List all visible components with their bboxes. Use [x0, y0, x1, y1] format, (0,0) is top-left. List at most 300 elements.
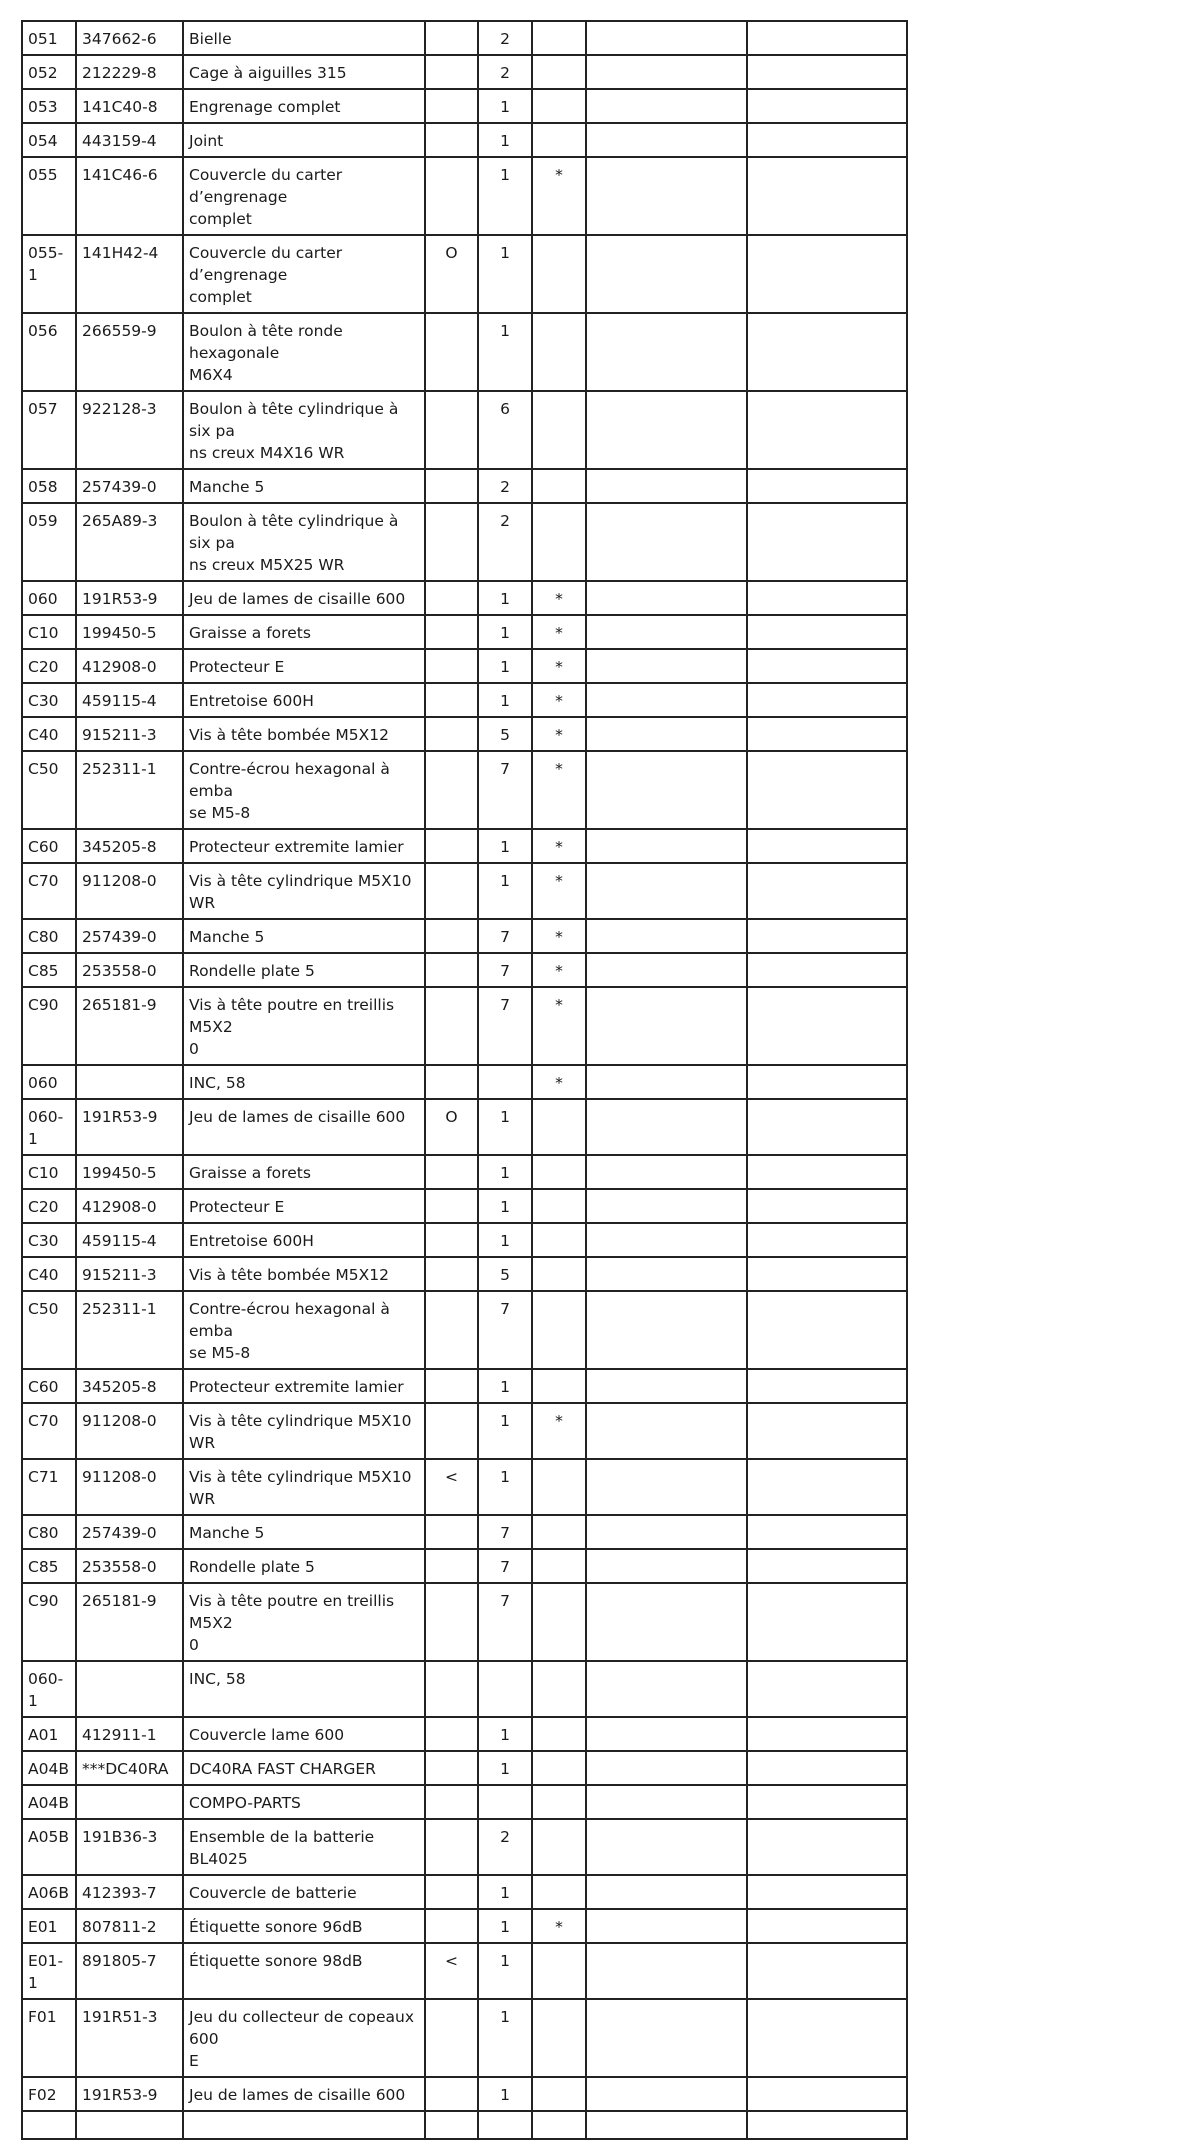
- item-number-cell: C20: [22, 1189, 76, 1223]
- item-number-cell: A05B: [22, 1819, 76, 1875]
- blank-cell: [747, 615, 907, 649]
- quantity-cell: 1: [478, 1909, 532, 1943]
- part-number-cell: 265181-9: [76, 1583, 183, 1661]
- note-cell: *: [532, 953, 586, 987]
- description-cell: Étiquette sonore 96dB: [183, 1909, 425, 1943]
- description-cell: Engrenage complet: [183, 89, 425, 123]
- marker-cell: [425, 1819, 478, 1875]
- marker-cell: [425, 1189, 478, 1223]
- description-cell: INC, 58: [183, 1065, 425, 1099]
- note-cell: *: [532, 829, 586, 863]
- quantity-cell: 7: [478, 1549, 532, 1583]
- table-row: [22, 1819, 907, 1875]
- table-row: [22, 1875, 907, 1909]
- table-row: [22, 1785, 907, 1819]
- quantity-cell: 1: [478, 157, 532, 235]
- description-cell: Manche 5: [183, 469, 425, 503]
- quantity-cell: 1: [478, 1189, 532, 1223]
- table-row: [22, 1583, 907, 1661]
- blank-cell: [586, 1257, 747, 1291]
- blank-cell: [586, 2077, 747, 2111]
- quantity-cell: [478, 1785, 532, 1819]
- quantity-cell: 1: [478, 1223, 532, 1257]
- note-cell: *: [532, 683, 586, 717]
- table-row: [22, 503, 907, 581]
- quantity-cell: 1: [478, 1369, 532, 1403]
- blank-cell: [747, 235, 907, 313]
- note-cell: [532, 235, 586, 313]
- marker-cell: O: [425, 235, 478, 313]
- item-number-cell: C90: [22, 987, 76, 1065]
- table-row: [22, 1223, 907, 1257]
- blank-cell: [747, 987, 907, 1065]
- part-number-cell: 915211-3: [76, 1257, 183, 1291]
- blank-cell: [747, 1189, 907, 1223]
- item-number-cell: 052: [22, 55, 76, 89]
- part-number-cell: 212229-8: [76, 55, 183, 89]
- blank-cell: [586, 1223, 747, 1257]
- blank-cell: [747, 1549, 907, 1583]
- part-number-cell: 199450-5: [76, 615, 183, 649]
- part-number-cell: 257439-0: [76, 1515, 183, 1549]
- item-number-cell: C10: [22, 1155, 76, 1189]
- blank-cell: [586, 89, 747, 123]
- note-cell: [532, 1661, 586, 1717]
- marker-cell: O: [425, 1099, 478, 1155]
- marker-cell: [425, 503, 478, 581]
- blank-cell: [586, 157, 747, 235]
- blank-cell: [586, 469, 747, 503]
- table-row: [22, 649, 907, 683]
- item-number-cell: 060: [22, 1065, 76, 1099]
- description-cell: Couvercle du carter d’engrenage complet: [183, 235, 425, 313]
- table-row: [22, 1257, 907, 1291]
- item-number-cell: C50: [22, 1291, 76, 1369]
- quantity-cell: 1: [478, 1099, 532, 1155]
- marker-cell: [425, 1751, 478, 1785]
- note-cell: [532, 1291, 586, 1369]
- description-cell: Protecteur E: [183, 649, 425, 683]
- quantity-cell: 1: [478, 1459, 532, 1515]
- description-cell: Couvercle lame 600: [183, 1717, 425, 1751]
- table-row: [22, 89, 907, 123]
- item-number-cell: A01: [22, 1717, 76, 1751]
- item-number-cell: C60: [22, 829, 76, 863]
- part-number-cell: 191R53-9: [76, 2077, 183, 2111]
- blank-cell: [586, 1875, 747, 1909]
- blank-cell: [747, 1583, 907, 1661]
- table-row: [22, 1291, 907, 1369]
- description-cell: Couvercle de batterie: [183, 1875, 425, 1909]
- blank-cell: [586, 1999, 747, 2077]
- marker-cell: [425, 1155, 478, 1189]
- quantity-cell: 1: [478, 89, 532, 123]
- blank-cell: [586, 615, 747, 649]
- parts-list-body: [22, 21, 907, 2139]
- marker-cell: [425, 1223, 478, 1257]
- note-cell: [532, 123, 586, 157]
- blank-cell: [747, 1403, 907, 1459]
- marker-cell: [425, 1257, 478, 1291]
- blank-cell: [747, 1909, 907, 1943]
- description-cell: Contre-écrou hexagonal à emba se M5-8: [183, 751, 425, 829]
- marker-cell: [425, 1369, 478, 1403]
- item-number-cell: C30: [22, 1223, 76, 1257]
- marker-cell: [425, 1291, 478, 1369]
- blank-cell: [586, 21, 747, 55]
- blank-cell: [586, 1943, 747, 1999]
- part-number-cell: 459115-4: [76, 683, 183, 717]
- description-cell: Couvercle du carter d’engrenage complet: [183, 157, 425, 235]
- table-row: [22, 1189, 907, 1223]
- description-cell: Vis à tête bombée M5X12: [183, 717, 425, 751]
- marker-cell: [425, 2111, 478, 2139]
- note-cell: [532, 21, 586, 55]
- marker-cell: [425, 391, 478, 469]
- note-cell: *: [532, 987, 586, 1065]
- marker-cell: [425, 1065, 478, 1099]
- item-number-cell: C60: [22, 1369, 76, 1403]
- part-number-cell: 253558-0: [76, 1549, 183, 1583]
- blank-cell: [586, 1291, 747, 1369]
- note-cell: *: [532, 1909, 586, 1943]
- table-row: [22, 469, 907, 503]
- blank-cell: [747, 1369, 907, 1403]
- item-number-cell: 053: [22, 89, 76, 123]
- blank-cell: [747, 919, 907, 953]
- description-cell: [183, 2111, 425, 2139]
- table-row: [22, 581, 907, 615]
- description-cell: Jeu de lames de cisaille 600: [183, 581, 425, 615]
- part-number-cell: [76, 2111, 183, 2139]
- quantity-cell: 2: [478, 55, 532, 89]
- note-cell: [532, 1785, 586, 1819]
- part-number-cell: 345205-8: [76, 829, 183, 863]
- part-number-cell: 911208-0: [76, 1403, 183, 1459]
- item-number-cell: C70: [22, 1403, 76, 1459]
- marker-cell: [425, 55, 478, 89]
- table-row: [22, 919, 907, 953]
- item-number-cell: F01: [22, 1999, 76, 2077]
- table-row: [22, 55, 907, 89]
- quantity-cell: 1: [478, 829, 532, 863]
- marker-cell: [425, 751, 478, 829]
- part-number-cell: 443159-4: [76, 123, 183, 157]
- description-cell: Joint: [183, 123, 425, 157]
- item-number-cell: 051: [22, 21, 76, 55]
- blank-cell: [747, 953, 907, 987]
- blank-cell: [747, 751, 907, 829]
- note-cell: [532, 1999, 586, 2077]
- parts-list-table: [21, 20, 908, 2140]
- note-cell: [532, 391, 586, 469]
- item-number-cell: 055-1: [22, 235, 76, 313]
- blank-cell: [747, 649, 907, 683]
- part-number-cell: 412908-0: [76, 1189, 183, 1223]
- marker-cell: [425, 1785, 478, 1819]
- note-cell: *: [532, 157, 586, 235]
- blank-cell: [586, 1065, 747, 1099]
- note-cell: [532, 469, 586, 503]
- item-number-cell: C40: [22, 717, 76, 751]
- blank-cell: [747, 391, 907, 469]
- note-cell: [532, 1369, 586, 1403]
- blank-cell: [586, 503, 747, 581]
- description-cell: Vis à tête cylindrique M5X10 WR: [183, 1403, 425, 1459]
- part-number-cell: 252311-1: [76, 751, 183, 829]
- blank-cell: [586, 1369, 747, 1403]
- part-number-cell: 199450-5: [76, 1155, 183, 1189]
- part-number-cell: 412393-7: [76, 1875, 183, 1909]
- note-cell: *: [532, 751, 586, 829]
- blank-cell: [586, 123, 747, 157]
- item-number-cell: A06B: [22, 1875, 76, 1909]
- description-cell: Protecteur extremite lamier: [183, 829, 425, 863]
- part-number-cell: 922128-3: [76, 391, 183, 469]
- blank-cell: [747, 157, 907, 235]
- blank-cell: [586, 1459, 747, 1515]
- blank-cell: [747, 1819, 907, 1875]
- item-number-cell: C80: [22, 1515, 76, 1549]
- description-cell: Vis à tête cylindrique M5X10 WR: [183, 863, 425, 919]
- description-cell: Contre-écrou hexagonal à emba se M5-8: [183, 1291, 425, 1369]
- blank-cell: [586, 1155, 747, 1189]
- table-row: [22, 2111, 907, 2139]
- note-cell: [532, 2111, 586, 2139]
- part-number-cell: 345205-8: [76, 1369, 183, 1403]
- quantity-cell: 1: [478, 313, 532, 391]
- blank-cell: [747, 1717, 907, 1751]
- table-row: [22, 1065, 907, 1099]
- item-number-cell: 055: [22, 157, 76, 235]
- note-cell: [532, 55, 586, 89]
- description-cell: Entretoise 600H: [183, 1223, 425, 1257]
- part-number-cell: 253558-0: [76, 953, 183, 987]
- note-cell: [532, 1875, 586, 1909]
- quantity-cell: 1: [478, 1403, 532, 1459]
- description-cell: Jeu de lames de cisaille 600: [183, 2077, 425, 2111]
- table-row: [22, 751, 907, 829]
- blank-cell: [747, 89, 907, 123]
- table-row: [22, 313, 907, 391]
- item-number-cell: C30: [22, 683, 76, 717]
- table-row: [22, 717, 907, 751]
- part-number-cell: [76, 1785, 183, 1819]
- marker-cell: [425, 1661, 478, 1717]
- quantity-cell: 1: [478, 863, 532, 919]
- blank-cell: [747, 2111, 907, 2139]
- marker-cell: [425, 919, 478, 953]
- note-cell: [532, 2077, 586, 2111]
- note-cell: [532, 1583, 586, 1661]
- note-cell: [532, 313, 586, 391]
- note-cell: [532, 1257, 586, 1291]
- quantity-cell: 1: [478, 1875, 532, 1909]
- item-number-cell: 058: [22, 469, 76, 503]
- table-row: [22, 1549, 907, 1583]
- blank-cell: [586, 1099, 747, 1155]
- table-row: [22, 157, 907, 235]
- blank-cell: [586, 829, 747, 863]
- blank-cell: [586, 863, 747, 919]
- marker-cell: [425, 615, 478, 649]
- marker-cell: [425, 469, 478, 503]
- item-number-cell: 060: [22, 581, 76, 615]
- part-number-cell: 911208-0: [76, 1459, 183, 1515]
- note-cell: *: [532, 863, 586, 919]
- table-row: [22, 1943, 907, 1999]
- blank-cell: [747, 1291, 907, 1369]
- quantity-cell: 1: [478, 123, 532, 157]
- blank-cell: [747, 1875, 907, 1909]
- description-cell: Bielle: [183, 21, 425, 55]
- table-row: [22, 863, 907, 919]
- blank-cell: [586, 235, 747, 313]
- item-number-cell: E01: [22, 1909, 76, 1943]
- note-cell: *: [532, 919, 586, 953]
- marker-cell: [425, 157, 478, 235]
- item-number-cell: A04B: [22, 1785, 76, 1819]
- marker-cell: [425, 1403, 478, 1459]
- quantity-cell: 1: [478, 683, 532, 717]
- part-number-cell: 191R53-9: [76, 1099, 183, 1155]
- part-number-cell: 412911-1: [76, 1717, 183, 1751]
- part-number-cell: 265181-9: [76, 987, 183, 1065]
- item-number-cell: 060-1: [22, 1099, 76, 1155]
- quantity-cell: [478, 1661, 532, 1717]
- marker-cell: [425, 1999, 478, 2077]
- note-cell: [532, 1099, 586, 1155]
- quantity-cell: 1: [478, 1999, 532, 2077]
- quantity-cell: [478, 2111, 532, 2139]
- description-cell: Protecteur E: [183, 1189, 425, 1223]
- blank-cell: [586, 683, 747, 717]
- part-number-cell: 915211-3: [76, 717, 183, 751]
- description-cell: Protecteur extremite lamier: [183, 1369, 425, 1403]
- blank-cell: [747, 1661, 907, 1717]
- item-number-cell: E01-1: [22, 1943, 76, 1999]
- table-row: [22, 235, 907, 313]
- description-cell: Graisse a forets: [183, 615, 425, 649]
- quantity-cell: 7: [478, 987, 532, 1065]
- table-row: [22, 1515, 907, 1549]
- item-number-cell: C70: [22, 863, 76, 919]
- description-cell: Jeu de lames de cisaille 600: [183, 1099, 425, 1155]
- blank-cell: [747, 581, 907, 615]
- quantity-cell: 1: [478, 2077, 532, 2111]
- blank-cell: [586, 649, 747, 683]
- item-number-cell: C50: [22, 751, 76, 829]
- blank-cell: [586, 2111, 747, 2139]
- table-row: [22, 1909, 907, 1943]
- quantity-cell: 7: [478, 751, 532, 829]
- note-cell: [532, 1515, 586, 1549]
- blank-cell: [586, 1583, 747, 1661]
- blank-cell: [747, 683, 907, 717]
- part-number-cell: ***DC40RA: [76, 1751, 183, 1785]
- quantity-cell: 7: [478, 1515, 532, 1549]
- description-cell: Manche 5: [183, 1515, 425, 1549]
- table-row: [22, 1459, 907, 1515]
- marker-cell: [425, 863, 478, 919]
- part-number-cell: 191R51-3: [76, 1999, 183, 2077]
- quantity-cell: 1: [478, 615, 532, 649]
- blank-cell: [586, 1661, 747, 1717]
- blank-cell: [747, 469, 907, 503]
- item-number-cell: C71: [22, 1459, 76, 1515]
- table-row: [22, 1661, 907, 1717]
- note-cell: [532, 89, 586, 123]
- blank-cell: [586, 1189, 747, 1223]
- quantity-cell: [478, 1065, 532, 1099]
- marker-cell: [425, 1583, 478, 1661]
- marker-cell: [425, 1515, 478, 1549]
- quantity-cell: 2: [478, 469, 532, 503]
- marker-cell: [425, 581, 478, 615]
- blank-cell: [586, 391, 747, 469]
- part-number-cell: 191B36-3: [76, 1819, 183, 1875]
- description-cell: Ensemble de la batterie BL4025: [183, 1819, 425, 1875]
- blank-cell: [747, 21, 907, 55]
- blank-cell: [586, 1819, 747, 1875]
- part-number-cell: 191R53-9: [76, 581, 183, 615]
- quantity-cell: 7: [478, 1291, 532, 1369]
- part-number-cell: 257439-0: [76, 919, 183, 953]
- table-row: [22, 987, 907, 1065]
- part-number-cell: 807811-2: [76, 1909, 183, 1943]
- quantity-cell: 1: [478, 1751, 532, 1785]
- marker-cell: [425, 987, 478, 1065]
- item-number-cell: C80: [22, 919, 76, 953]
- description-cell: Manche 5: [183, 919, 425, 953]
- blank-cell: [747, 863, 907, 919]
- part-number-cell: 911208-0: [76, 863, 183, 919]
- item-number-cell: 059: [22, 503, 76, 581]
- blank-cell: [747, 123, 907, 157]
- part-number-cell: [76, 1661, 183, 1717]
- part-number-cell: 266559-9: [76, 313, 183, 391]
- part-number-cell: 252311-1: [76, 1291, 183, 1369]
- description-cell: Boulon à tête cylindrique à six pa ns creux M5X25 WR: [183, 503, 425, 581]
- marker-cell: <: [425, 1943, 478, 1999]
- table-row: [22, 1751, 907, 1785]
- note-cell: [532, 1943, 586, 1999]
- table-row: [22, 1403, 907, 1459]
- blank-cell: [747, 313, 907, 391]
- blank-cell: [586, 717, 747, 751]
- blank-cell: [747, 1155, 907, 1189]
- description-cell: Jeu du collecteur de copeaux 600 E: [183, 1999, 425, 2077]
- quantity-cell: 5: [478, 717, 532, 751]
- blank-cell: [586, 1549, 747, 1583]
- marker-cell: [425, 1549, 478, 1583]
- quantity-cell: 1: [478, 1717, 532, 1751]
- item-number-cell: [22, 2111, 76, 2139]
- quantity-cell: 7: [478, 919, 532, 953]
- quantity-cell: 1: [478, 1155, 532, 1189]
- quantity-cell: 1: [478, 649, 532, 683]
- description-cell: INC, 58: [183, 1661, 425, 1717]
- table-row: [22, 21, 907, 55]
- note-cell: *: [532, 1403, 586, 1459]
- item-number-cell: 060-1: [22, 1661, 76, 1717]
- description-cell: Cage à aiguilles 315: [183, 55, 425, 89]
- note-cell: [532, 1549, 586, 1583]
- description-cell: Étiquette sonore 98dB: [183, 1943, 425, 1999]
- description-cell: DC40RA FAST CHARGER: [183, 1751, 425, 1785]
- quantity-cell: 6: [478, 391, 532, 469]
- marker-cell: [425, 683, 478, 717]
